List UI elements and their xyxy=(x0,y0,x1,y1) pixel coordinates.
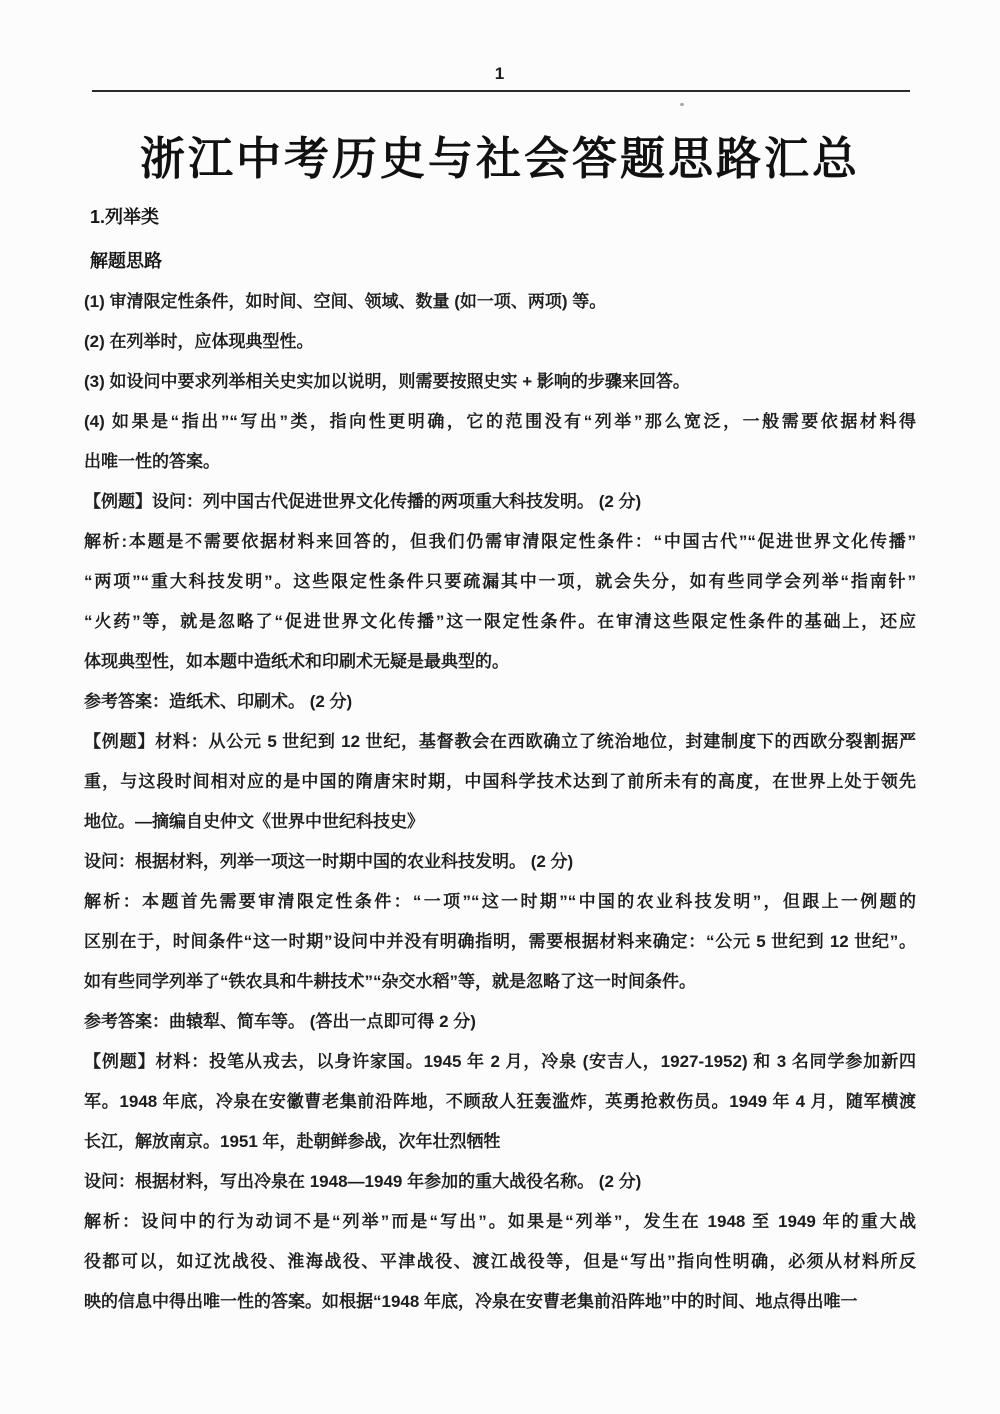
paragraph xyxy=(84,882,916,1002)
text-line: 解析:本题是不需要依据材料来回答的，但我们仍需审清限定性条件：“中国古代”“促进世界文化传播” xyxy=(84,532,916,551)
text-line: 如有些同学列举了“铁农具和牛耕技术”“杂交水稻”等，就是忽略了这一时间条件。 xyxy=(84,972,696,991)
paragraph xyxy=(84,482,916,522)
text-line: 解析：本题首先需要审清限定性条件：“一项”“这一时期”“中国的农业科技发明”，但跟上一例题的 xyxy=(84,892,916,911)
text-line: 役都可以，如辽沈战役、淮海战役、平津战役、渡江战役等，但是“写出”指向性明确，必须从材料所反 xyxy=(84,1252,916,1271)
text-line: 出唯一性的答案。 xyxy=(84,452,220,471)
text-line: 【例题】材料：投笔从戎去，以身许家国。1945 年 2 月，冷泉 (安吉人，1927-1952) 和 3 名同学参加新四 xyxy=(84,1052,916,1071)
text-line: 长江，解放南京。1951 年，赴朝鲜参战，次年壮烈牺牲 xyxy=(84,1132,501,1151)
text-line: 设问：根据材料，列举一项这一时期中国的农业科技发明。 (2 分) xyxy=(84,852,574,871)
paragraph xyxy=(84,1162,916,1202)
body-content xyxy=(84,282,916,1322)
text-line: 参考答案：造纸术、印刷术。 (2 分) xyxy=(84,692,353,711)
paragraph xyxy=(84,842,916,882)
text-line: 解析：设问中的行为动词不是“列举”而是“写出”。如果是“列举”，发生在 1948 至 1949 年的重大战 xyxy=(84,1212,916,1231)
text-line: (4) 如果是“指出”“写出”类，指向性更明确，它的范围没有“列举”那么宽泛，一般需要依据材料得 xyxy=(84,412,916,431)
text-line: 映的信息中得出唯一性的答案。如根据“1948 年底，冷泉在安曹老集前沿阵地”中的时间、地点得出唯一 xyxy=(84,1292,858,1311)
text-line: (2) 在列举时，应体现典型性。 xyxy=(84,332,314,351)
paragraph xyxy=(84,322,916,362)
page-number: 1 xyxy=(494,64,506,83)
text-line: 设问：根据材料，写出冷泉在 1948—1949 年参加的重大战役名称。 (2 分) xyxy=(84,1172,642,1191)
paragraph xyxy=(84,1042,916,1162)
section-heading: 1.列举类 xyxy=(90,207,160,227)
text-line: 军。1948 年底，冷泉在安徽曹老集前沿阵地，不顾敌人狂轰滥炸，英勇抢救伤员。1949 年 4 月，随军横渡 xyxy=(84,1092,916,1111)
text-line: 【例题】设问：列中国古代促进世界文化传播的两项重大科技发明。 (2 分) xyxy=(84,492,642,511)
text-line: 【例题】材料：从公元 5 世纪到 12 世纪，基督教会在西欧确立了统治地位，封建制度下的西欧分裂割据严 xyxy=(84,732,916,751)
text-line: (1) 审清限定性条件，如时间、空间、领域、数量 (如一项、两项) 等。 xyxy=(84,292,607,311)
section-subheading: 解题思路 xyxy=(90,251,162,271)
text-line: 体现典型性，如本题中造纸术和印刷术无疑是最典型的。 xyxy=(84,652,509,671)
text-line: 参考答案：曲辕犁、简车等。 (答出一点即可得 2 分) xyxy=(84,1012,476,1031)
paragraph xyxy=(84,682,916,722)
paragraph xyxy=(84,722,916,842)
paragraph xyxy=(84,362,916,402)
text-line: (3) 如设问中要求列举相关史实加以说明，则需要按照史实 + 影响的步骤来回答。 xyxy=(84,372,690,391)
paragraph xyxy=(84,1202,916,1322)
paragraph xyxy=(84,1002,916,1042)
paragraph xyxy=(84,522,916,682)
paragraph xyxy=(84,282,916,322)
text-line: 重，与这段时间相对应的是中国的隋唐宋时期，中国科学技术达到了前所未有的高度，在世界上处于领先 xyxy=(84,772,916,791)
header-rule xyxy=(92,90,910,92)
artifact-dot xyxy=(680,103,684,106)
text-line: “火药”等，就是忽略了“促进世界文化传播”这一限定性条件。在审清这些限定性条件的基础上，还应 xyxy=(84,612,916,631)
text-line: 区别在于，时间条件“这一时期”设问中并没有明确指明，需要根据材料来确定：“公元 5 世纪到 12 世纪”。 xyxy=(84,932,916,951)
text-line: 地位。—摘编自史仲文《世界中世纪科技史》 xyxy=(84,812,424,831)
document-title: 浙江中考历史与社会答题思路汇总 xyxy=(139,133,860,184)
text-line: “两项”“重大科技发明”。这些限定性条件只要疏漏其中一项，就会失分，如有些同学会列举“指南针” xyxy=(84,572,916,591)
paragraph xyxy=(84,402,916,482)
